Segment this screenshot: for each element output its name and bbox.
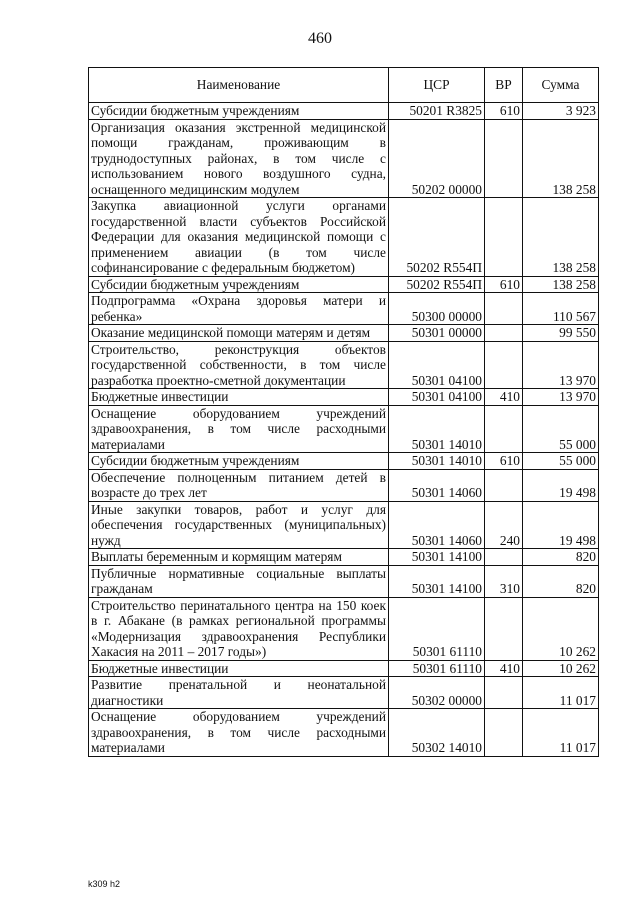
table-row: [89, 293, 599, 325]
row-name: Бюджетные инвестиции: [89, 389, 389, 406]
row-csr: 50301 14060: [389, 469, 485, 501]
row-vr: 610: [485, 103, 523, 120]
header-vr: ВР: [485, 68, 523, 103]
row-name: Публичные нормативные социальные выплаты гражданам: [89, 565, 389, 597]
row-sum: 13 970: [523, 341, 599, 389]
row-vr: [485, 469, 523, 501]
row-name: Закупка авиационной услуги органами государственной власти субъектов Российской Федерации для оказания медицинской помощи с применением авиации (в том числе софинансирование с федеральным бюджетом): [89, 198, 389, 277]
row-csr: 50301 04100: [389, 389, 485, 406]
header-name: Наименование: [89, 68, 389, 103]
row-name: Оказание медицинской помощи матерям и детям: [89, 325, 389, 342]
row-csr: 50302 00000: [389, 677, 485, 709]
table-row: [89, 660, 599, 677]
row-sum: 10 262: [523, 660, 599, 677]
page-number: 460: [308, 30, 332, 47]
row-name: Бюджетные инвестиции: [89, 660, 389, 677]
table-row: [89, 501, 599, 549]
row-csr: 50301 00000: [389, 325, 485, 342]
row-name: Организация оказания экстренной медицинской помощи гражданам, проживающим в труднодоступных районах, в том числе с использованием нового воздушного судна, оснащенного медицинским модулем: [89, 119, 389, 198]
row-name: Субсидии бюджетным учреждениям: [89, 453, 389, 470]
row-vr: [485, 549, 523, 566]
row-vr: [485, 293, 523, 325]
row-csr: 50301 61110: [389, 660, 485, 677]
row-csr: 50302 14010: [389, 709, 485, 757]
row-vr: [485, 677, 523, 709]
row-vr: [485, 325, 523, 342]
row-vr: 610: [485, 453, 523, 470]
row-name: Оснащение оборудованием учреждений здравоохранения, в том числе расходными материалами: [89, 405, 389, 453]
row-sum: 13 970: [523, 389, 599, 406]
row-name: Строительство перинатального центра на 150 коек в г. Абакане (в рамках региональной программы «Модернизация здравоохранения Республики Хакасия на 2011 – 2017 годы»): [89, 597, 389, 660]
row-name: Оснащение оборудованием учреждений здравоохранения, в том числе расходными материалами: [89, 709, 389, 757]
header-sum: Сумма: [523, 68, 599, 103]
row-vr: [485, 709, 523, 757]
row-csr: 50202 R554П: [389, 198, 485, 277]
row-vr: [485, 198, 523, 277]
row-name: Развитие пренатальной и неонатальной диагностики: [89, 677, 389, 709]
table-row: [89, 709, 599, 757]
table-row: [89, 405, 599, 453]
row-vr: 240: [485, 501, 523, 549]
row-vr: 410: [485, 660, 523, 677]
row-name: Выплаты беременным и кормящим матерям: [89, 549, 389, 566]
row-csr: 50301 14060: [389, 501, 485, 549]
table-header-row: [89, 68, 599, 103]
table-row: [89, 276, 599, 293]
row-vr: [485, 405, 523, 453]
row-vr: 410: [485, 389, 523, 406]
header-csr: ЦСР: [389, 68, 485, 103]
row-sum: 820: [523, 549, 599, 566]
row-sum: 138 258: [523, 198, 599, 277]
row-sum: 110 567: [523, 293, 599, 325]
row-vr: [485, 597, 523, 660]
row-csr: 50301 14010: [389, 405, 485, 453]
table-row: [89, 325, 599, 342]
table-row: [89, 597, 599, 660]
row-name: Субсидии бюджетным учреждениям: [89, 103, 389, 120]
row-sum: 11 017: [523, 677, 599, 709]
row-name: Обеспечение полноценным питанием детей в возрасте до трех лет: [89, 469, 389, 501]
row-sum: 11 017: [523, 709, 599, 757]
row-csr: 50301 04100: [389, 341, 485, 389]
row-vr: 610: [485, 276, 523, 293]
table-row: [89, 677, 599, 709]
row-csr: 50301 14010: [389, 453, 485, 470]
row-sum: 55 000: [523, 453, 599, 470]
row-sum: 99 550: [523, 325, 599, 342]
table-row: [89, 549, 599, 566]
row-csr: 50300 00000: [389, 293, 485, 325]
row-vr: [485, 341, 523, 389]
table-body: [89, 103, 599, 757]
table-row: [89, 198, 599, 277]
row-sum: 3 923: [523, 103, 599, 120]
row-csr: 50301 61110: [389, 597, 485, 660]
table-row: [89, 119, 599, 198]
table-row: [89, 565, 599, 597]
row-name: Иные закупки товаров, работ и услуг для обеспечения государственных (муниципальных) нужд: [89, 501, 389, 549]
row-sum: 820: [523, 565, 599, 597]
row-sum: 19 498: [523, 469, 599, 501]
table-row: [89, 103, 599, 120]
table-row: [89, 453, 599, 470]
row-csr: 50201 R3825: [389, 103, 485, 120]
row-sum: 138 258: [523, 119, 599, 198]
row-csr: 50301 14100: [389, 549, 485, 566]
row-name: Строительство, реконструкция объектов государственной собственности, в том числе разработка проектно-сметной документации: [89, 341, 389, 389]
row-sum: 19 498: [523, 501, 599, 549]
footer-code: k309 h2: [88, 879, 121, 889]
budget-table: [88, 67, 599, 757]
table-row: [89, 469, 599, 501]
row-name: Подпрограмма «Охрана здоровья матери и ребенка»: [89, 293, 389, 325]
row-csr: 50301 14100: [389, 565, 485, 597]
table-row: [89, 389, 599, 406]
row-sum: 55 000: [523, 405, 599, 453]
row-vr: 310: [485, 565, 523, 597]
row-csr: 50202 00000: [389, 119, 485, 198]
row-name: Субсидии бюджетным учреждениям: [89, 276, 389, 293]
table-row: [89, 341, 599, 389]
row-sum: 10 262: [523, 597, 599, 660]
row-vr: [485, 119, 523, 198]
row-sum: 138 258: [523, 276, 599, 293]
row-csr: 50202 R554П: [389, 276, 485, 293]
